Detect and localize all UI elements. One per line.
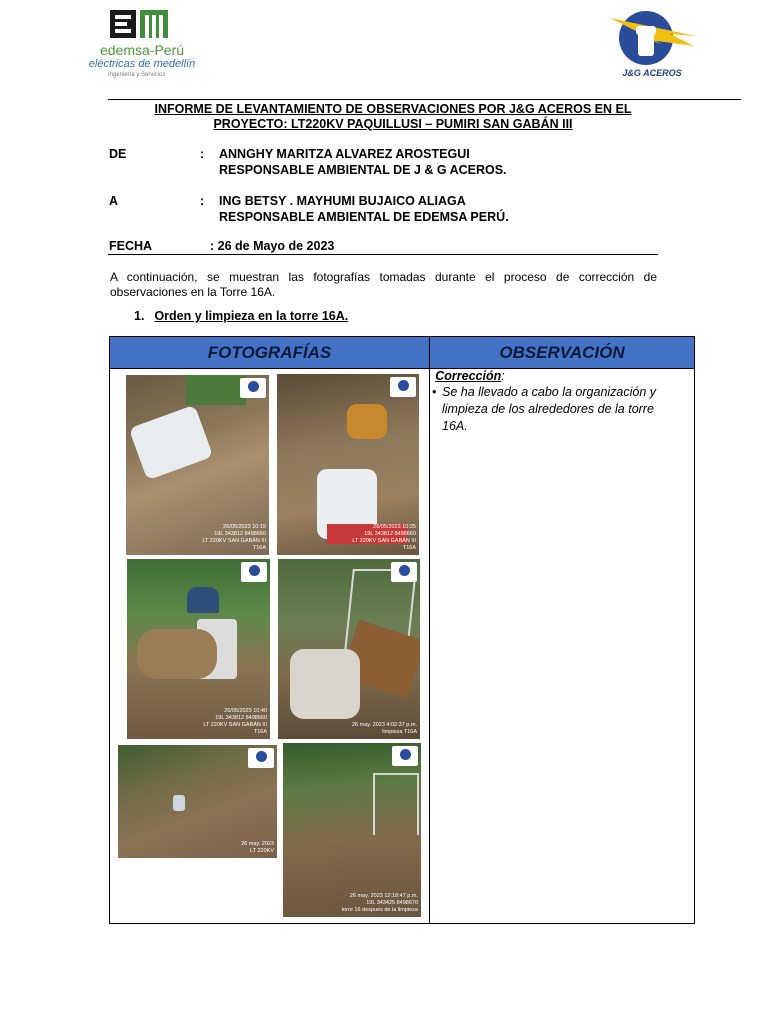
edemsa-logo (82, 10, 202, 82)
edemsa-brand: edemsa-Perú (99, 42, 185, 58)
photo-4-logo-icon (391, 562, 417, 582)
fecha-label: FECHA (109, 239, 153, 253)
section-number: 1. (134, 309, 145, 323)
observation-item (432, 384, 677, 435)
jg-aceros-logo (604, 10, 696, 82)
section-heading (134, 309, 348, 323)
intro-paragraph: A continuación, se muestran las fotografías tomadas durante el proceso de corrección de observaciones en la Torre 16A. (110, 270, 657, 299)
fecha-rule (108, 254, 658, 255)
jg-brand: J&G ACEROS (622, 68, 682, 78)
photo-2-stamp: 26/05/2023 10:25 19L 343812 8498660 LT 220KV SAN GABÁN III T16A (352, 524, 416, 551)
de-name: ANNGHY MARITZA ALVAREZ AROSTEGUI (219, 147, 470, 161)
report-title-line1: INFORME DE LEVANTAMIENTO DE OBSERVACIONES POR J&G ACEROS EN EL (154, 102, 632, 116)
photo-2-logo-icon (390, 377, 416, 397)
header-rule (108, 99, 741, 100)
photo-5 (118, 745, 277, 858)
observation-text: Se ha llevado a cabo la organización y limpieza de los alrededores de la torre 16A. (442, 385, 657, 433)
a-colon: : (200, 194, 205, 208)
de-label: DE (109, 147, 127, 161)
a-label: A (109, 194, 119, 208)
observation-title (420, 369, 520, 383)
a-name: ING BETSY . MAYHUMI BUJAICO ALIAGA (219, 194, 466, 208)
edemsa-mark-icon (110, 10, 168, 40)
photo-2 (277, 374, 419, 555)
col-photos-header: FOTOGRAFÍAS (207, 343, 332, 362)
photo-6-logo-icon (392, 746, 418, 766)
bullet-icon: • (432, 385, 437, 399)
de-colon: : (200, 147, 205, 161)
photo-4-stamp: 26 may. 2023 4:02:37 p.m. limpieza T16A (351, 722, 417, 735)
photo-5-stamp: 26 may. 2023 LT 220KV (241, 841, 274, 854)
report-title-line2: PROYECTO: LT220KV PAQUILLUSI – PUMIRI SAN GABÁN III (213, 117, 573, 131)
photo-3 (127, 559, 270, 739)
observation-title-colon: : (501, 369, 505, 383)
photo-1 (126, 375, 269, 555)
jg-fist-bolt-icon (610, 10, 696, 68)
column-divider (429, 337, 430, 923)
edemsa-tagline: Ingeniería y Servicios (108, 72, 166, 78)
photo-6 (283, 743, 421, 917)
photo-1-logo-icon (240, 378, 266, 398)
observation-title-text: Corrección (435, 369, 502, 383)
col-observation-header: OBSERVACIÓN (499, 343, 625, 362)
photo-4 (278, 559, 420, 739)
report-title (108, 102, 678, 132)
fecha-value: : 26 de Mayo de 2023 (210, 239, 335, 253)
table-header (110, 337, 694, 369)
de-role: RESPONSABLE AMBIENTAL DE J & G ACEROS. (219, 163, 507, 177)
photo-3-stamp: 26/05/2023 10:40 19L 343812 8498660 LT 220KV SAN GABÁN III T16A (203, 708, 267, 735)
photo-5-logo-icon (248, 748, 274, 768)
section-title: Orden y limpieza en la torre 16A. (154, 309, 349, 323)
photo-3-logo-icon (241, 562, 267, 582)
photo-6-stamp: 26 may. 2023 12:18:47 p.m. 19L 343425 8498670 torre 16 después de la limpieza (341, 893, 418, 913)
photo-1-stamp: 26/05/2023 10:15 19L 343812 8498660 LT 220KV SAN GABÁN III T16A (202, 524, 266, 551)
edemsa-subtitle: eléctricas de medellín (88, 58, 196, 70)
a-role: RESPONSABLE AMBIENTAL DE EDEMSA PERÚ. (219, 210, 509, 224)
